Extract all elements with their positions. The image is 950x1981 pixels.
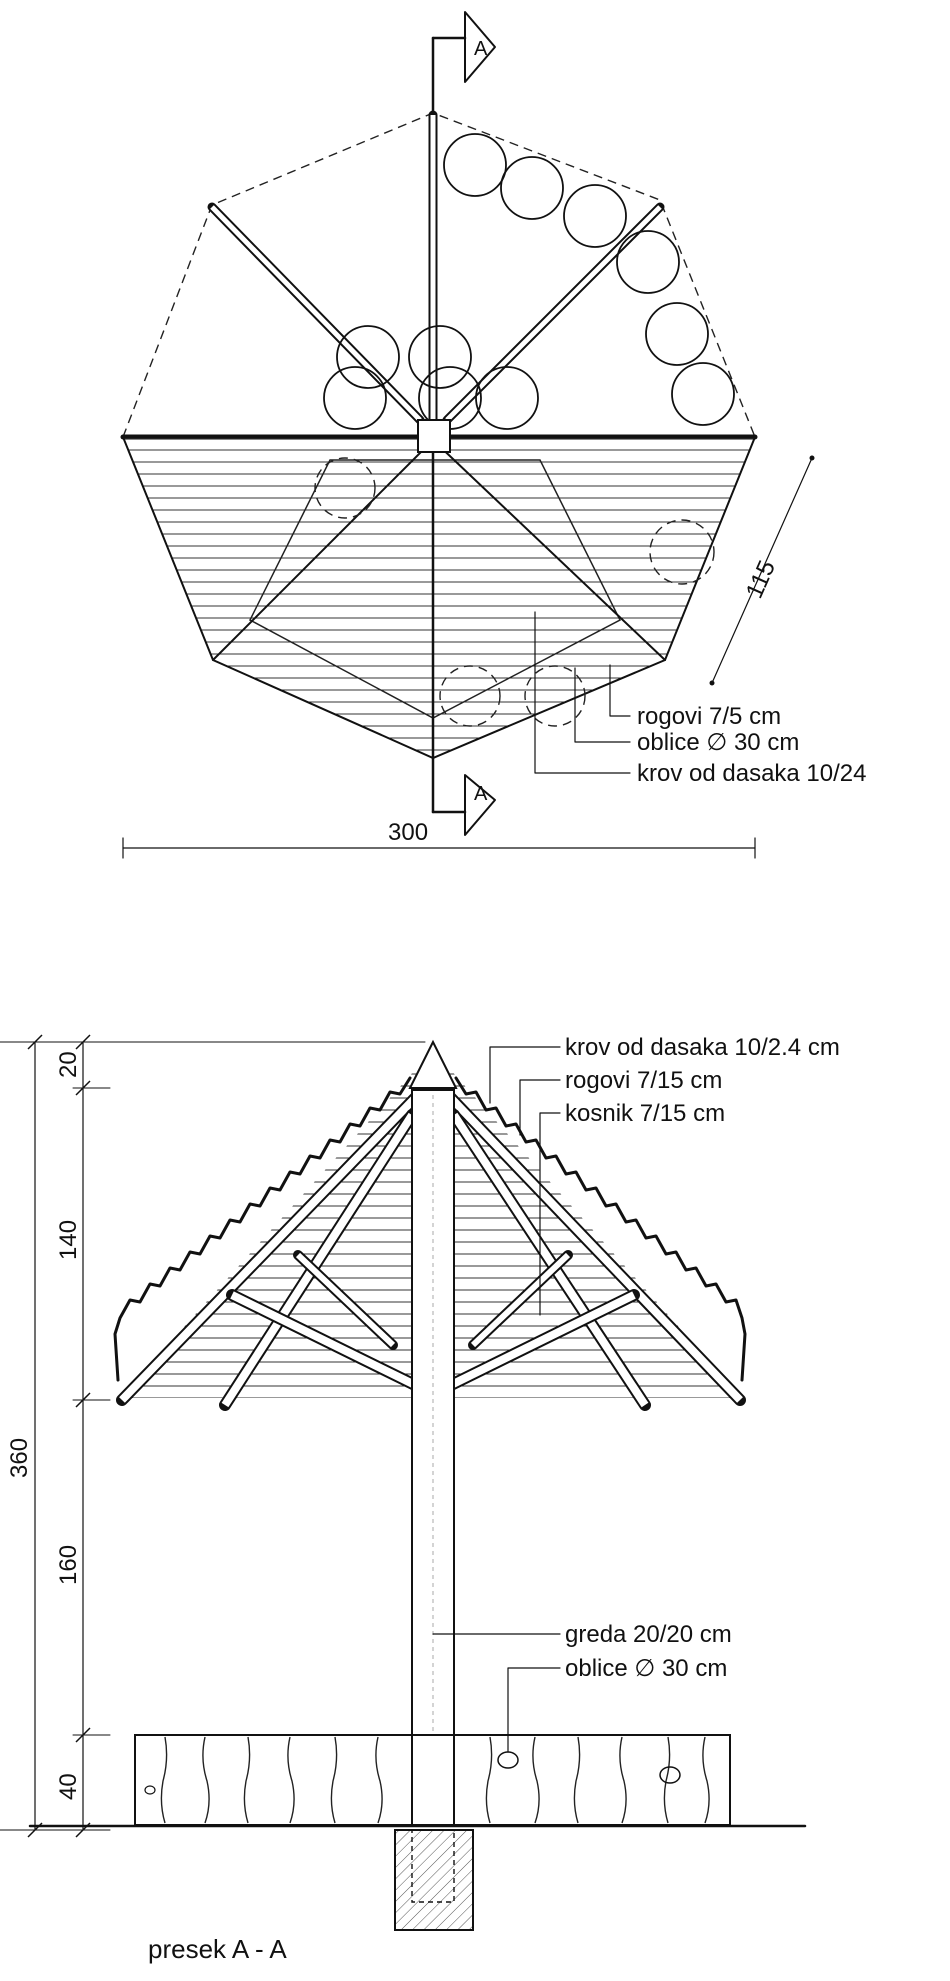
plan-dimension-width [123, 838, 755, 858]
section-label-logs: oblice ∅ 30 cm [565, 1655, 728, 1682]
section-label-brace: kosnik 7/15 cm [565, 1100, 726, 1127]
section-footing [395, 1830, 473, 1930]
section-marker-top [433, 12, 495, 118]
plan-dimension-side-value: 115 [740, 556, 782, 603]
plan-view [123, 12, 867, 858]
section-marker-letter-bottom: A [474, 783, 488, 805]
section-ridge-cap [410, 1042, 456, 1088]
section-label-rafters: rogovi 7/15 cm [565, 1067, 723, 1094]
section-dim-top: 20 [55, 1051, 82, 1078]
section-dim-roof: 140 [55, 1219, 82, 1260]
section-label-roof: krov od dasaka 10/2.4 cm [565, 1034, 840, 1061]
section-marker-letter: A [474, 38, 488, 60]
section-title: presek A - A [148, 1934, 287, 1964]
section-label-beam: greda 20/20 cm [565, 1621, 732, 1648]
plan-spokes [212, 115, 660, 425]
plan-label-logs: oblice ∅ 30 cm [637, 729, 800, 756]
plan-label-roof: krov od dasaka 10/24 [637, 760, 867, 787]
section-marker-bottom [433, 758, 495, 835]
section-dim-base: 40 [55, 1773, 82, 1800]
plan-label-rafters: rogovi 7/5 cm [637, 703, 782, 730]
plan-dimension-width-value: 300 [388, 819, 429, 846]
section-dim-post: 160 [55, 1544, 82, 1585]
section-view [0, 1034, 840, 1964]
section-dim-total: 360 [6, 1437, 33, 1478]
